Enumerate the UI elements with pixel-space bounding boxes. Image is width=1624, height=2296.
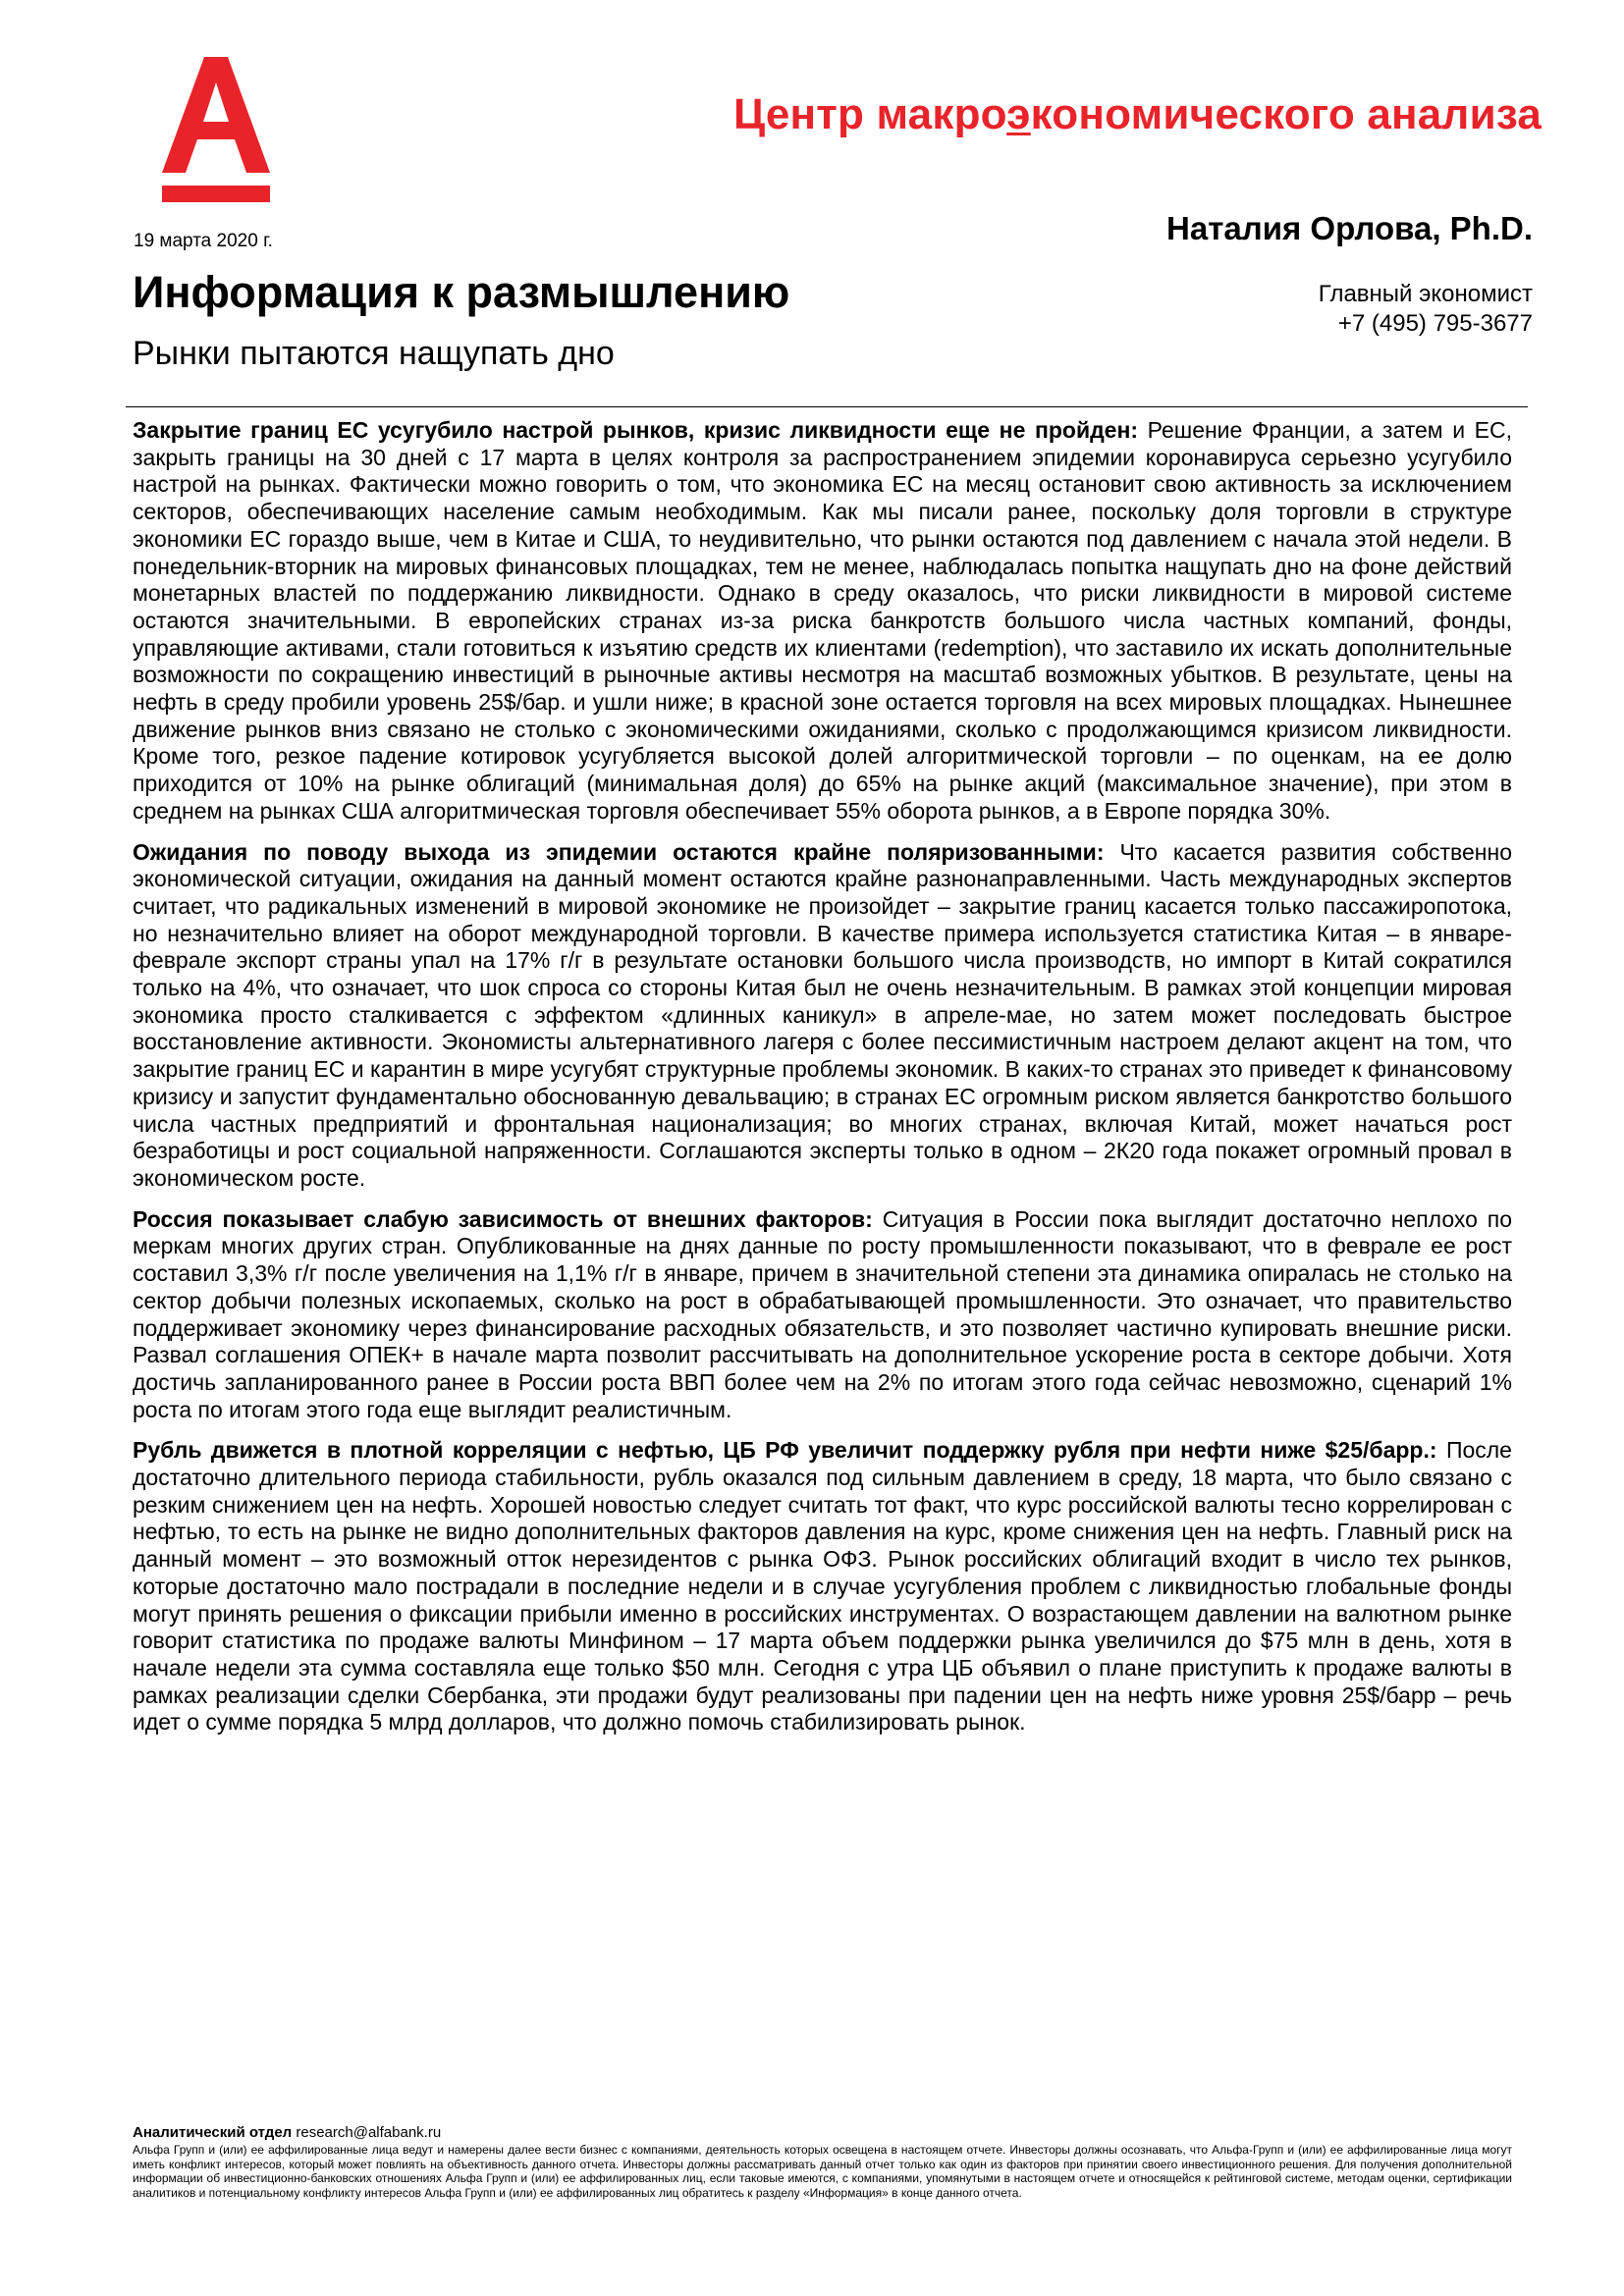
header-divider bbox=[126, 406, 1528, 407]
author-name: Наталия Орлова, Ph.D. bbox=[1166, 210, 1533, 246]
center-title-part-1: Центр макро bbox=[732, 90, 1007, 138]
section-paragraph bbox=[133, 417, 1512, 826]
section-text: Что касается развития собственно экономической ситуации, ожидания на данный момент остаются крайне разнонаправленными. Часть международных экспертов считает, что радикальных изменений в мировой экономике не произойдет – закрытие границ касается только пассажиропотока, но незначительно влияет на оборот международной торговли. В качестве примера используется статистика Китая – в январе-феврале экспорт страны упал на 17% г/г в результате остановки большого числа производств, но импорт в Китай сократился только на 4%, что означает, что шок спроса со стороны Китая был не очень незначительным. В рамках этой концепции мировая экономика просто сталкивается с эффектом «длинных каникул» в апреле-мае, но затем может последовать быстрое восстановление активности. Экономисты альтернативного лагеря с более пессимистичным настроем делают акцент на том, что закрытие границ ЕС и карантин в мире усугубят структурные проблемы экономик. В каких-то странах это приведет к финансовому кризису и запустит фундаментально обоснованную девальвацию; в странах ЕС огромным риском является банкротство большого числа частных предприятий и фронтальная национализация; во многих странах, включая Китай, может начаться рост безработицы и рост социальной напряженности. Соглашаются эксперты только в одном – 2К20 года покажет огромный провал в экономическом росте. bbox=[133, 838, 1512, 1191]
section-paragraph bbox=[133, 1437, 1512, 1736]
section-text: После достаточно длительного периода стабильности, рубль оказался под сильным давлением в среду, 18 марта, что было связано с резким снижением цен на нефть. Хорошей новостью следует считать тот факт, что курс российской валюты тесно коррелирован с нефтью, то есть на рынке не видно дополнительных факторов давления на курс, кроме снижения цен на нефть. Главный риск на данный момент – это возможный отток нерезидентов с рынка ОФЗ. Рынок российских облигаций входит в число тех рынков, которые достаточно мало пострадали в последние недели и в случае усугубления проблем с ликвидностью глобальные фонды могут принять решения о фиксации прибыли именно в российских инструментах. О возрастающем давлении на валютном рынке говорит статистика по продаже валюты Минфином – 17 марта объем поддержки рынка увеличился до $75 млн в день, хотя в начале недели эта сумма составляла еще только $50 млн. Сегодня с утра ЦБ объявил о плане приступить к продаже валюты в рамках реализации сделки Сбербанка, эти продажи будут реализованы при падении цен на нефть ниже уровня 25$/барр – речь идет о сумме порядка 5 млрд долларов, что должно помочь стабилизировать рынок. bbox=[133, 1437, 1512, 1735]
section-lead: Закрытие границ ЕС усугубило настрой рынков, кризис ликвидности еще не пройден: bbox=[133, 417, 1139, 443]
footer-email-link[interactable]: research@alfabank.ru bbox=[296, 2124, 442, 2141]
section-lead: Рубль движется в плотной корреляции с нефтью, ЦБ РФ увеличит поддержку рубля при нефти ниже $25/барр.: bbox=[133, 1437, 1437, 1464]
footer bbox=[133, 2124, 1512, 2200]
report-date: 19 марта 2020 г. bbox=[134, 231, 273, 251]
footer-disclaimer: Альфа Групп и (или) ее аффилированные лица ведут и намерены далее вести бизнес с компаниями, деятельность которых освещена в настоящем отчете. Инвесторы должны осознавать, что Альфа-Групп и (или) ее аффилированные лица могут иметь конфликт интересов, который может повлиять на объективность данного отчета. Инвесторы должны рассматривать данный отчет только как один из факторов при принятии своего инвестиционного решения. Для получения дополнительной информации об инвестиционно-банковских отношениях Альфа Групп и (или) ее аффилированных лиц, если таковые имеются, с компаниями, упомянутыми в настоящем отчете и относящейся к рейтинговой системе, методам оценки, сертификации аналитиков и потенциальному конфликту интересов Альфа Групп и (или) ее аффилированных лиц обратитесь к разделу «Информация» в конце данного отчета. bbox=[133, 2143, 1512, 2200]
section-paragraph bbox=[133, 839, 1512, 1193]
center-title-part-2: э bbox=[1006, 90, 1031, 138]
footer-department bbox=[133, 2124, 1512, 2142]
section-text: Решение Франции, а затем и ЕС, закрыть границы на 30 дней с 17 марта в целях контроля за распространением эпидемии коронавируса серьезно усугубило настрой на рынках. Фактически можно говорить о том, что экономика ЕС на месяц остановит свою активность за исключением секторов, обеспечивающих население самым необходимым. Как мы писали ранее, поскольку доля торговли в структуре экономики ЕС гораздо выше, чем в Китае и США, то неудивительно, что рынки остаются под давлением с начала этой недели. В понедельник-вторник на мировых финансовых площадках, тем не менее, наблюдалась попытка нащупать дно на фоне действий монетарных властей по поддержанию ликвидности. Однако в среду оказалось, что риски ликвидности в мировой системе остаются значительными. В европейских странах из-за риска банкротств большого числа частных компаний, фонды, управляющие активами, стали готовиться к изъятию средств их клиентами (redemption), что заставило их искать дополнительные возможности по сокращению инвестиций в рыночные активы несмотря на масштаб возможных убытков. В результате, цены на нефть в среду пробили уровень 25$/бар. и ушли ниже; в красной зоне остается торговля на всех мировых площадках. Нынешнее движение рынков вниз связано не столько с экономическими ожиданиями, сколько с продолжающимся кризисом ликвидности. Кроме того, резкое падение котировок усугубляется высокой долей алгоритмической торговли – по оценкам, на ее долю приходится от 10% на рынке облигаций (минимальная доля) до 65% на рынке акций (максимальное значение), при этом в среднем на рынках США алгоритмическая торговля обеспечивает 55% оборота рынков, а в Европе порядка 30%. bbox=[133, 417, 1512, 824]
page-title: Информация к размышлению bbox=[133, 267, 790, 317]
section-text: Ситуация в России пока выглядит достаточно неплохо по меркам многих других стран. Опубликованные на днях данные по росту промышленности показывают, что в феврале ее рост составил 3,3% г/г после увеличения на 1,1% г/г в январе, причем в значительной степени эта динамика опиралась не столько на сектор добычи полезных ископаемых, сколько на рост в обрабатывающей промышленности. Это означает, что правительство поддерживает экономику через финансирование расходных обязательств, и это позволяет частично купировать внешние риски. Развал соглашения ОПЕК+ в начале марта позволит рассчитывать на дополнительное ускорение роста в секторе добычи. Хотя достичь запланированного ранее в России роста ВВП более чем на 2% по итогам этого года сейчас невозможно, сценарий 1% роста по итогам этого года еще выглядит реалистичным. bbox=[133, 1205, 1512, 1422]
author-contact bbox=[1319, 280, 1533, 339]
center-title-part-3: кономического анализа bbox=[1030, 90, 1542, 138]
author-phone: +7 (495) 795-3677 bbox=[1337, 310, 1533, 337]
section-lead: Ожидания по поводу выхода из эпидемии остаются крайне поляризованными: bbox=[133, 838, 1105, 865]
center-title bbox=[733, 90, 1542, 139]
page-subtitle: Рынки пытаются нащупать дно bbox=[133, 335, 615, 372]
section-lead: Россия показывает слабую зависимость от внешних факторов: bbox=[133, 1205, 873, 1232]
article-body bbox=[133, 417, 1512, 1750]
section-paragraph bbox=[133, 1206, 1512, 1424]
alfa-bank-logo-icon bbox=[162, 57, 270, 204]
author-role: Главный экономист bbox=[1318, 281, 1533, 307]
footer-dept-label: Аналитический отдел bbox=[133, 2124, 293, 2141]
